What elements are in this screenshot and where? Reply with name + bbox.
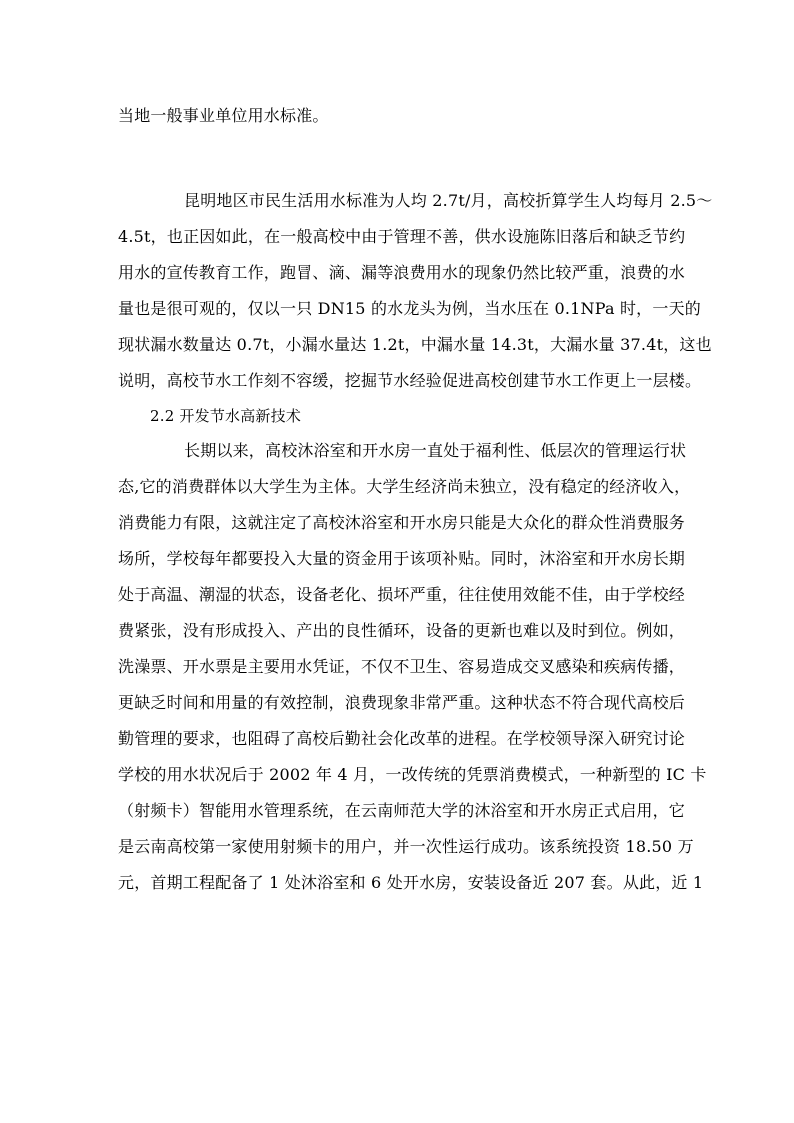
text-line: 更缺乏时间和用量的有效控制，浪费现象非常严重。这种状态不符合现代高校后 [118, 693, 686, 712]
text-line: 用水的宣传教育工作，跑冒、滴、漏等浪费用水的现象仍然比较严重，浪费的水 [118, 263, 686, 282]
text-line: 学校的用水状况后于 2002 年 4 月，一改传统的凭票消费模式，一种新型的 IC 卡 [118, 765, 707, 784]
text-line: 4.5t，也正因如此，在一般高校中由于管理不善，供水设施陈旧落后和缺乏节约 [118, 227, 686, 246]
text-line: 现状漏水数量达 0.7t，小漏水量达 1.2t，中漏水量 14.3t，大漏水量 37.4t，这也 [118, 335, 712, 354]
text-line: 量也是很可观的，仅以一只 DN15 的水龙头为例，当水压在 0.1NPa 时，一天的 [118, 299, 701, 318]
text-line: 是云南高校第一家使用射频卡的用户，并一次性运行成功。该系统投资 18.50 万 [118, 837, 694, 856]
text-line: 元，首期工程配备了 1 处沐浴室和 6 处开水房，安装设备近 207 套。从此，近 1 [118, 873, 704, 892]
paragraph-first-line: 长期以来，高校沐浴室和开水房一直处于福利性、低层次的管理运行状 [184, 441, 687, 460]
paragraph-first-line: 昆明地区市民生活用水标准为人均 2.7t/月，高校折算学生人均每月 2.5～ [184, 191, 713, 210]
text-line: 消费能力有限，这就注定了高校沐浴室和开水房只能是大众化的群众性消费服务 [118, 513, 686, 532]
text-line: 说明，高校节水工作刻不容缓，挖掘节水经验促进高校创建节水工作更上一层楼。 [118, 371, 702, 390]
text-line: 场所，学校每年都要投入大量的资金用于该项补贴。同时，沐浴室和开水房长期 [118, 549, 686, 568]
text-line: 费紧张，没有形成投入、产出的良性循环，设备的更新也难以及时到位。例如， [118, 621, 686, 640]
text-line: 勤管理的要求，也阻碍了高校后勤社会化改革的进程。在学校领导深入研究讨论 [118, 729, 686, 748]
section-heading: 2.2 开发节水高新技术 [150, 407, 302, 425]
text-line: （射频卡）智能用水管理系统，在云南师范大学的沐浴室和开水房正式启用，它 [118, 801, 686, 820]
text-line: 洗澡票、开水票是主要用水凭证，不仅不卫生、容易造成交叉感染和疾病传播， [118, 657, 686, 676]
text-line: 处于高温、潮湿的状态，设备老化、损坏严重，往往使用效能不佳，由于学校经 [118, 585, 686, 604]
text-line: 态,它的消费群体以大学生为主体。大学生经济尚未独立，没有稳定的经济收入， [118, 477, 691, 496]
text-line: 当地一般事业单位用水标准。 [118, 106, 329, 125]
